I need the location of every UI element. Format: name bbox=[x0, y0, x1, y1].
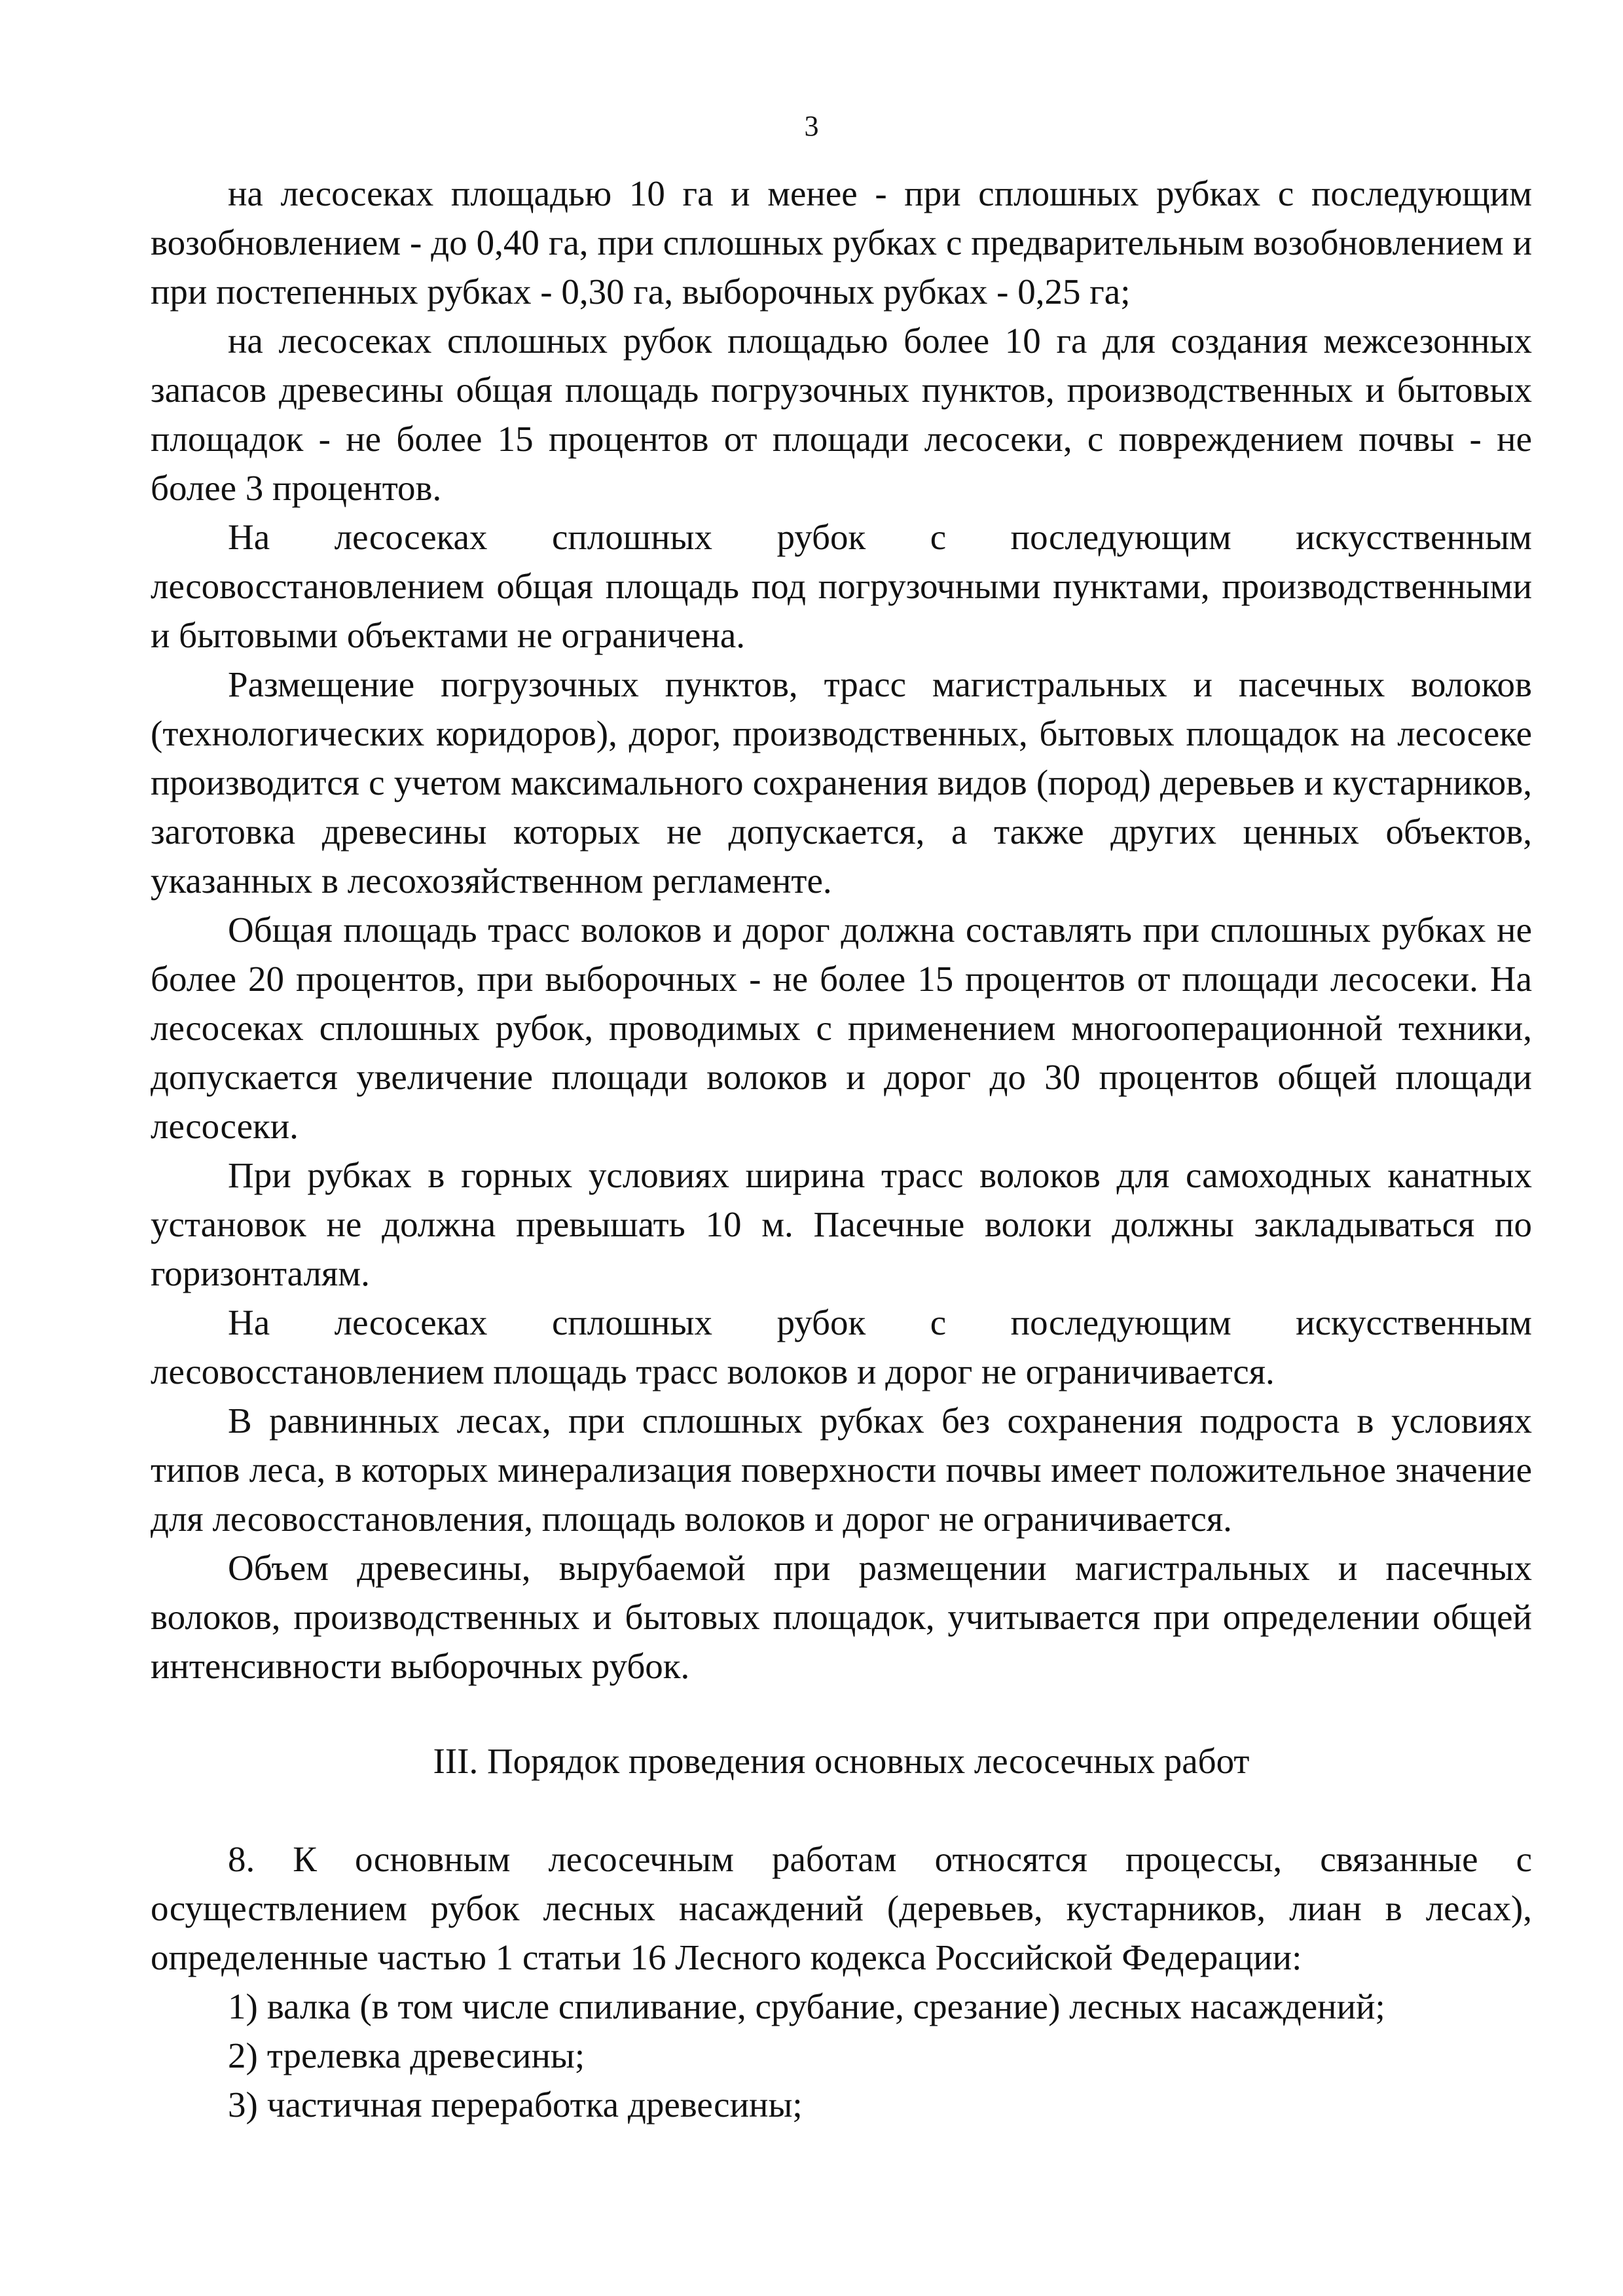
paragraph: Общая площадь трасс волоков и дорог должна составлять при сплошных рубках не более 20 процентов, при выборочных - не более 15 процентов от площади лесосеки. На лесосеках сплошных рубок, проводимых с применением многооперационной техники, допускается увеличение площади волоков и дорог до 30 процентов общей площади лесосеки. bbox=[151, 910, 1532, 1146]
paragraph: Размещение погрузочных пунктов, трасс магистральных и пасечных волоков (технологических коридоров), дорог, производственных, бытовых площадок на лесосеке производится с учетом максимального сохранения видов (пород) деревьев и кустарников, заготовка древесины которых не допускается, а также других ценных объектов, указанных в лесохозяйственном регламенте. bbox=[151, 664, 1532, 901]
list-item-number: 1) bbox=[228, 1986, 258, 2026]
list-item bbox=[151, 1982, 1532, 2031]
paragraph: на лесосеках площадью 10 га и менее - при сплошных рубках с последующим возобновлением - до 0,40 га, при сплошных рубках с предварительным возобновлением и при постепенных рубках - 0,30 га, выборочных рубках - 0,25 га; bbox=[151, 173, 1532, 312]
page-number: 3 bbox=[804, 110, 819, 142]
list-item bbox=[151, 2080, 1532, 2129]
document-body bbox=[151, 169, 1532, 2129]
paragraph: На лесосеках сплошных рубок с последующим искусственным лесовосстановлением общая площадь под погрузочными пунктами, производственными и бытовыми объектами не ограничена. bbox=[151, 517, 1532, 655]
paragraph: При рубках в горных условиях ширина трасс волоков для самоходных канатных установок не должна превышать 10 м. Пасечные волоки должны закладываться по горизонталям. bbox=[151, 1155, 1532, 1293]
list-item-number: 2) bbox=[228, 2036, 258, 2075]
paragraph: Объем древесины, вырубаемой при размещении магистральных и пасечных волоков, производственных и бытовых площадок, учитывается при определении общей интенсивности выборочных рубок. bbox=[151, 1548, 1532, 1686]
list-item-text: частичная переработка древесины; bbox=[266, 2085, 803, 2125]
paragraph: На лесосеках сплошных рубок с последующим искусственным лесовосстановлением площадь трасс волоков и дорог не ограничивается. bbox=[151, 1302, 1532, 1391]
list-item-number: 3) bbox=[228, 2085, 258, 2125]
paragraph: В равнинных лесах, при сплошных рубках без сохранения подроста в условиях типов леса, в которых минерализация поверхности почвы имеет положительное значение для лесовосстановления, площадь волоков и дорог не ограничивается. bbox=[151, 1401, 1532, 1539]
paragraph: на лесосеках сплошных рубок площадью более 10 га для создания межсезонных запасов древесины общая площадь погрузочных пунктов, производственных и бытовых площадок - не более 15 процентов от площади лесосеки, с повреждением почвы - не более 3 процентов. bbox=[151, 321, 1532, 508]
section-heading: III. Порядок проведения основных лесосечных работ bbox=[433, 1741, 1250, 1781]
list-item-text: валка (в том числе спиливание, срубание, срезание) лесных насаждений; bbox=[266, 1986, 1385, 2026]
list-item-text: трелевка древесины; bbox=[266, 2036, 585, 2075]
section-paragraph: 8. К основным лесосечным работам относятся процессы, связанные с осуществлением рубок лесных насаждений (деревьев, кустарников, лиан в лесах), определенные частью 1 статьи 16 Лесного кодекса Российской Федерации: bbox=[151, 1839, 1532, 1977]
list-item bbox=[151, 2031, 1532, 2080]
